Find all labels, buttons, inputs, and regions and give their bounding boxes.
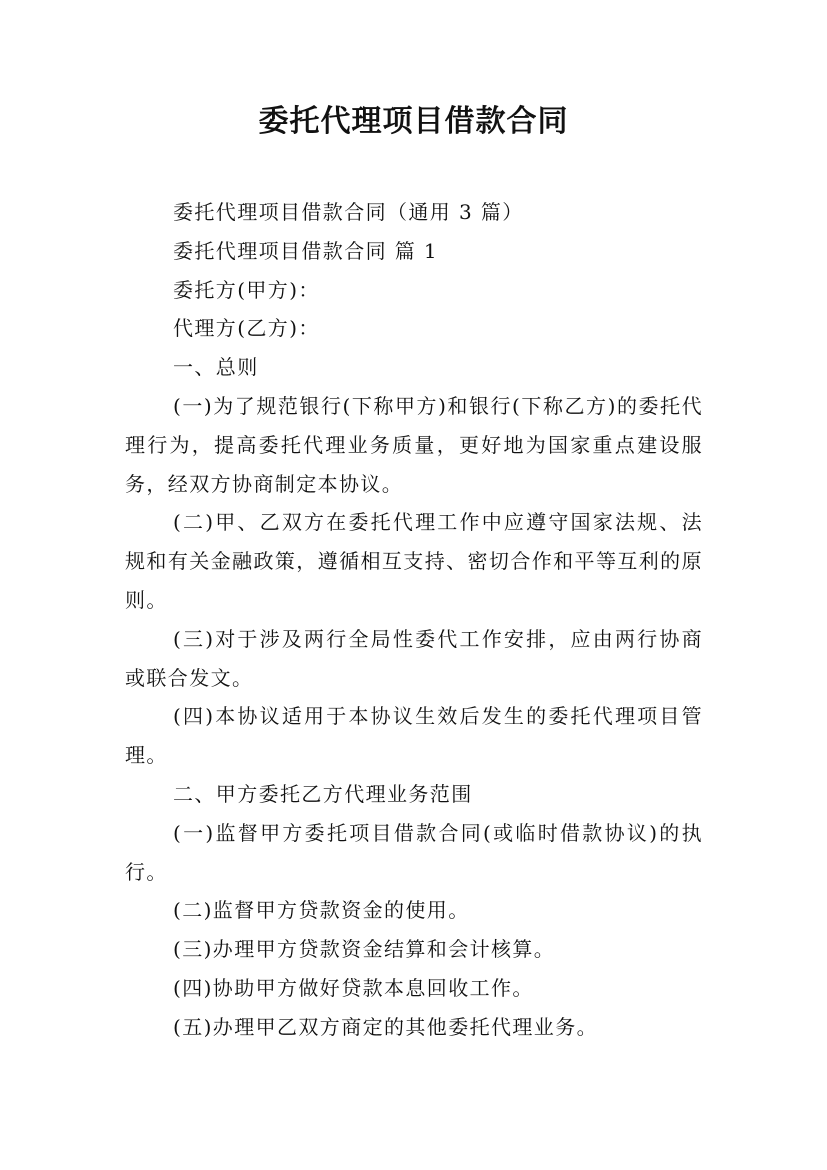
clause-paragraph: (二)监督甲方贷款资金的使用。 (173, 898, 470, 923)
clause-paragraph: (三)对于涉及两行全局性委代工作安排，应由两行协商或联合发文。 (125, 626, 703, 690)
clause-paragraph: (四)本协议适用于本协议生效后发生的委托代理项目管理。 (125, 704, 703, 768)
party-b-line: 代理方(乙方)： (173, 316, 320, 341)
document-body (125, 193, 703, 1047)
clause-paragraph: (四)协助甲方做好贷款本息回收工作。 (173, 975, 534, 1000)
section-heading-scope: 二、甲方委托乙方代理业务范围 (173, 781, 473, 806)
clause-paragraph: (一)监督甲方委托项目借款合同(或临时借款协议)的执行。 (125, 820, 703, 884)
section-heading-general: 一、总则 (173, 355, 259, 380)
clause-paragraph: (一)为了规范银行(下称甲方)和银行(下称乙方)的委托代理行为，提高委托代理业务质量，更好地为国家重点建设服务，经双方协商制定本协议。 (125, 393, 703, 496)
clause-paragraph: (二)甲、乙双方在委托代理工作中应遵守国家法规、法规和有关金融政策，遵循相互支持、密切合作和平等互利的原则。 (125, 510, 703, 612)
clause-paragraph: (五)办理甲乙双方商定的其他委托代理业务。 (173, 1014, 599, 1039)
document-title: 委托代理项目借款合同 (258, 104, 569, 139)
heading-contract-collection: 委托代理项目借款合同（通用 3 篇） (173, 200, 524, 224)
party-a-line: 委托方(甲方)： (173, 277, 320, 302)
clause-paragraph: (三)办理甲方贷款资金结算和会计核算。 (173, 937, 556, 962)
heading-article-1: 委托代理项目借款合同 篇 1 (173, 238, 439, 263)
